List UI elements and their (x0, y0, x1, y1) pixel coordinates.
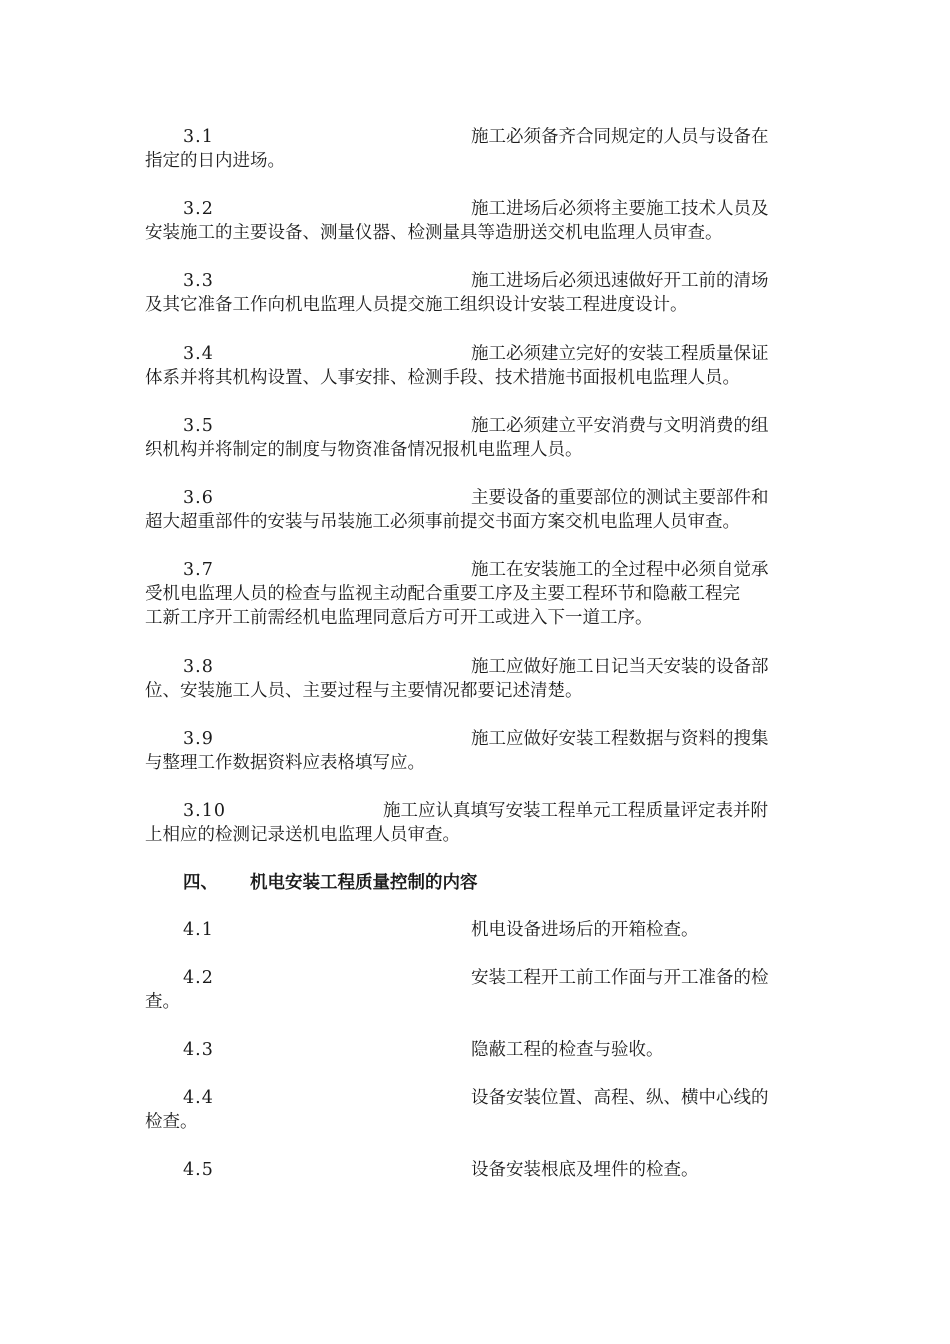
item-number: 3.10 (183, 801, 226, 821)
item-text: 超大超重部件的安装与吊装施工必须事前提交书面方案交机电监理人员审查。 (145, 512, 740, 532)
paragraph-4-5 (145, 1158, 805, 1182)
item-number: 3.1 (183, 127, 214, 147)
paragraph-3-2 (145, 197, 805, 245)
item-text-lead: 设备安装位置、高程、纵、横中心线的 (471, 1088, 769, 1108)
paragraph-3-6 (145, 486, 805, 534)
item-text: 织机构并将制定的制度与物资准备情况报机电监理人员。 (145, 440, 583, 460)
item-text: 受机电监理人员的检查与监视主动配合重要工序及主要工程环节和隐蔽工程完 (145, 584, 740, 604)
item-text: 安装施工的主要设备、测量仪器、检测量具等造册送交机电监理人员审查。 (145, 223, 723, 243)
item-number: 3.2 (183, 199, 214, 219)
item-text-lead: 施工进场后必须将主要施工技术人员及 (471, 199, 769, 219)
paragraph-4-3 (145, 1038, 805, 1062)
item-text: 查。 (145, 992, 180, 1012)
item-text: 体系并将其机构设置、人事安排、检测手段、技术措施书面报机电监理人员。 (145, 368, 740, 388)
item-number: 4.2 (183, 968, 214, 988)
item-text-lead: 施工在安装施工的全过程中必须自觉承 (471, 560, 769, 580)
item-text: 指定的日内进场。 (145, 151, 285, 171)
item-number: 3.4 (183, 344, 214, 364)
item-text-lead: 施工应做好施工日记当天安装的设备部 (471, 657, 769, 677)
paragraph-4-4 (145, 1086, 805, 1134)
item-number: 3.8 (183, 657, 214, 677)
item-number: 4.3 (183, 1040, 214, 1060)
paragraph-3-3 (145, 269, 805, 317)
item-text-lead: 设备安装根底及埋件的检查。 (471, 1160, 699, 1180)
item-number: 3.7 (183, 560, 214, 580)
paragraph-3-4 (145, 342, 805, 390)
item-text-lead: 施工进场后必须迅速做好开工前的清场 (471, 271, 769, 291)
paragraph-4-2 (145, 966, 805, 1014)
item-text: 与整理工作数据资料应表格填写应。 (145, 753, 425, 773)
paragraph-3-5 (145, 414, 805, 462)
item-number: 3.9 (183, 729, 214, 749)
section-number: 四、 (183, 873, 218, 893)
paragraph-3-9 (145, 727, 805, 775)
item-text-lead: 施工必须建立完好的安装工程质量保证 (471, 344, 769, 364)
item-number: 3.3 (183, 271, 214, 291)
item-text-lead: 机电设备进场后的开箱检查。 (471, 920, 699, 940)
item-number: 4.1 (183, 920, 214, 940)
item-text-lead: 施工应认真填写安装工程单元工程质量评定表并附 (383, 801, 768, 821)
item-number: 3.5 (183, 416, 214, 436)
item-text-lead: 施工应做好安装工程数据与资料的搜集 (471, 729, 769, 749)
item-text: 检查。 (145, 1112, 198, 1132)
paragraph-3-7 (145, 558, 805, 630)
item-number: 3.6 (183, 488, 214, 508)
paragraph-3-10 (145, 799, 805, 847)
item-number: 4.5 (183, 1160, 214, 1180)
item-text-lead: 主要设备的重要部位的测试主要部件和 (471, 488, 769, 508)
item-text-lead: 施工必须备齐合同规定的人员与设备在 (471, 127, 769, 147)
paragraph-3-1 (145, 125, 805, 173)
paragraph-3-8 (145, 655, 805, 703)
item-text-lead: 施工必须建立平安消费与文明消费的组 (471, 416, 769, 436)
item-number: 4.4 (183, 1088, 214, 1108)
item-text: 上相应的检测记录送机电监理人员审查。 (145, 825, 460, 845)
item-text-lead: 安装工程开工前工作面与开工准备的检 (471, 968, 769, 988)
item-text: 工新工序开工前需经机电监理同意后方可开工或进入下一道工序。 (145, 608, 653, 628)
item-text: 位、安装施工人员、主要过程与主要情况都要记述清楚。 (145, 681, 583, 701)
section-heading (183, 871, 478, 895)
paragraph-4-1 (145, 918, 805, 942)
section-title: 机电安装工程质量控制的内容 (250, 873, 478, 893)
item-text-lead: 隐蔽工程的检查与验收。 (471, 1040, 664, 1060)
item-text: 及其它准备工作向机电监理人员提交施工组织设计安装工程进度设计。 (145, 295, 688, 315)
